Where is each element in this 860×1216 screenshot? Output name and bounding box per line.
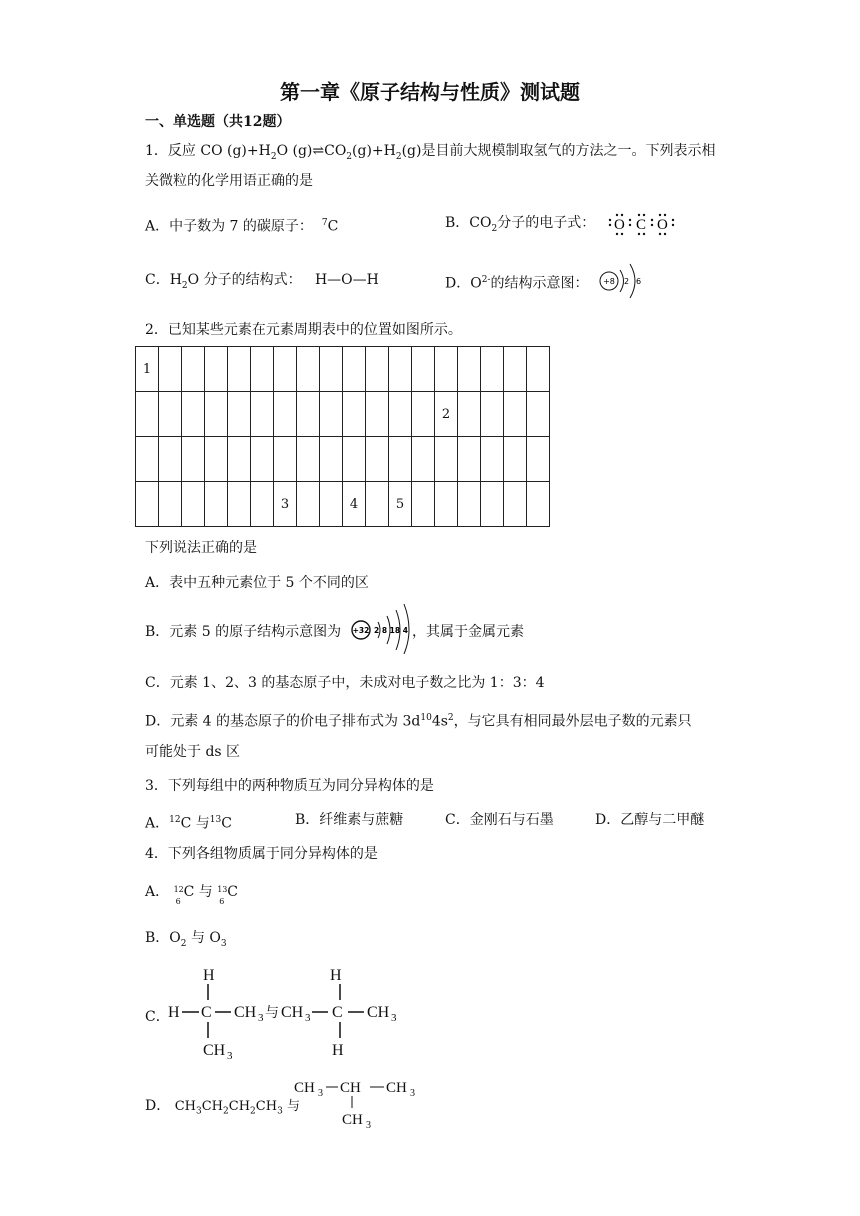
o-ion-nucleus: +8 xyxy=(603,277,615,286)
svg-text:3: 3 xyxy=(410,1088,415,1099)
q4-option-c-structures xyxy=(165,962,415,1062)
q2-option-b-tail: ，其属于金属元素 xyxy=(412,624,524,640)
svg-text:CH: CH xyxy=(203,1042,226,1059)
q4-stem: 4．下列各组物质属于同分异构体的是 xyxy=(145,846,378,862)
q1-option-b: B．$CO_2$分子的电子式： xyxy=(445,215,596,234)
svg-text:3: 3 xyxy=(318,1088,323,1099)
svg-text:CH: CH xyxy=(367,1004,390,1021)
svg-text:CH: CH xyxy=(342,1112,363,1128)
q2-option-a: A．表中五种元素位于 5 个不同的区 xyxy=(145,575,369,591)
q4-option-d: D． $CH_3CH_2CH_2CH_3$ 与 xyxy=(145,1098,300,1117)
q2-option-d: D．元素 4 的基态原子的价电子排布式为 $3d^{10}4s^2$，与它具有相同最外层电子数的元素只 xyxy=(145,713,692,730)
element5-shells: 2 8 18 4 xyxy=(374,626,408,635)
q1-option-c: C．$H_2O$ 分子的结构式： H—O—H xyxy=(145,272,379,291)
q3-stem: 3．下列每组中的两种物质互为同分异构体的是 xyxy=(145,778,434,794)
q3-option-c: C．金刚石与石墨 xyxy=(445,812,554,828)
svg-text:CH: CH xyxy=(281,1004,304,1021)
q3-option-a: A．$^{12}$C 与$^{13}$C xyxy=(145,815,232,832)
svg-text:H: H xyxy=(332,1042,344,1059)
section-heading: 一、单选题（共12题） xyxy=(145,114,291,130)
svg-text:C: C xyxy=(201,1004,212,1021)
q1-stem-line1: 1．反应 CO $(g)+H_2O$ $(g)\rightleftharpoons CO_2(g)+H_2(g)$是目前大规模制取氢气的方法之一。下列表示相 xyxy=(145,143,716,162)
svg-text:H: H xyxy=(203,967,215,984)
svg-text:CH: CH xyxy=(234,1004,257,1021)
o-ion-shell1: 2 xyxy=(624,277,630,286)
cell-element-2: 2 xyxy=(435,392,458,437)
oxygen-ion-structure-diagram xyxy=(598,258,648,302)
q1-option-a: A．中子数为 7 的碳原子： $^7$C xyxy=(145,218,339,235)
q4-option-b: B．$O_2$ 与 $O_3$ xyxy=(145,930,227,949)
o-ion-shell2: 6 xyxy=(636,277,642,286)
svg-text:H: H xyxy=(168,1004,180,1021)
svg-text:O: O xyxy=(657,217,668,233)
svg-text:3: 3 xyxy=(227,1050,233,1062)
q3-option-d: D．乙醇与二甲醚 xyxy=(595,812,705,828)
svg-text:3: 3 xyxy=(305,1012,311,1024)
svg-text:C: C xyxy=(636,217,647,233)
cell-element-5: 5 xyxy=(389,482,412,527)
svg-text:C: C xyxy=(332,1004,343,1021)
cell-element-4: 4 xyxy=(343,482,366,527)
cell-element-1: 1 xyxy=(136,347,159,392)
co2-electron-formula xyxy=(606,210,676,236)
q2-option-b: B．元素 5 的原子结构示意图为 xyxy=(145,624,342,640)
q2-option-c: C．元素 1、2、3 的基态原子中，未成对电子数之比为 1：3：4 xyxy=(145,675,545,691)
cell-element-3: 3 xyxy=(274,482,297,527)
q3-option-b: B．纤维素与蔗糖 xyxy=(295,812,404,828)
q2-stem: 2．已知某些元素在元素周期表中的位置如图所示。 xyxy=(145,322,462,338)
q4-option-c-label: C． xyxy=(145,1009,170,1025)
svg-text:CH: CH xyxy=(386,1080,407,1096)
svg-text:3: 3 xyxy=(258,1012,264,1024)
q4-option-d-isobutane xyxy=(292,1072,422,1132)
q2-option-d-line2: 可能处于 ds 区 xyxy=(145,744,241,760)
periodic-table-fragment xyxy=(135,346,550,527)
element5-structure-diagram xyxy=(350,602,412,654)
svg-text:O: O xyxy=(614,217,625,233)
svg-text:3: 3 xyxy=(366,1120,371,1131)
q2-lead: 下列说法正确的是 xyxy=(145,540,257,556)
q1-option-d: D．$O^{2-}$的结构示意图： xyxy=(445,275,589,292)
q4-option-a: A． 12 6 C 与 13 6 C xyxy=(145,884,238,906)
svg-text:H: H xyxy=(330,967,342,984)
element5-nucleus: +32 xyxy=(352,626,370,635)
svg-text:3: 3 xyxy=(391,1012,397,1024)
svg-text:CH: CH xyxy=(340,1080,361,1096)
q1-stem-line2: 关微粒的化学用语正确的是 xyxy=(145,173,313,189)
svg-text:CH: CH xyxy=(294,1080,315,1096)
svg-text:与: 与 xyxy=(265,1006,279,1021)
page-title: 第一章《原子结构与性质》测试题 xyxy=(280,80,580,104)
